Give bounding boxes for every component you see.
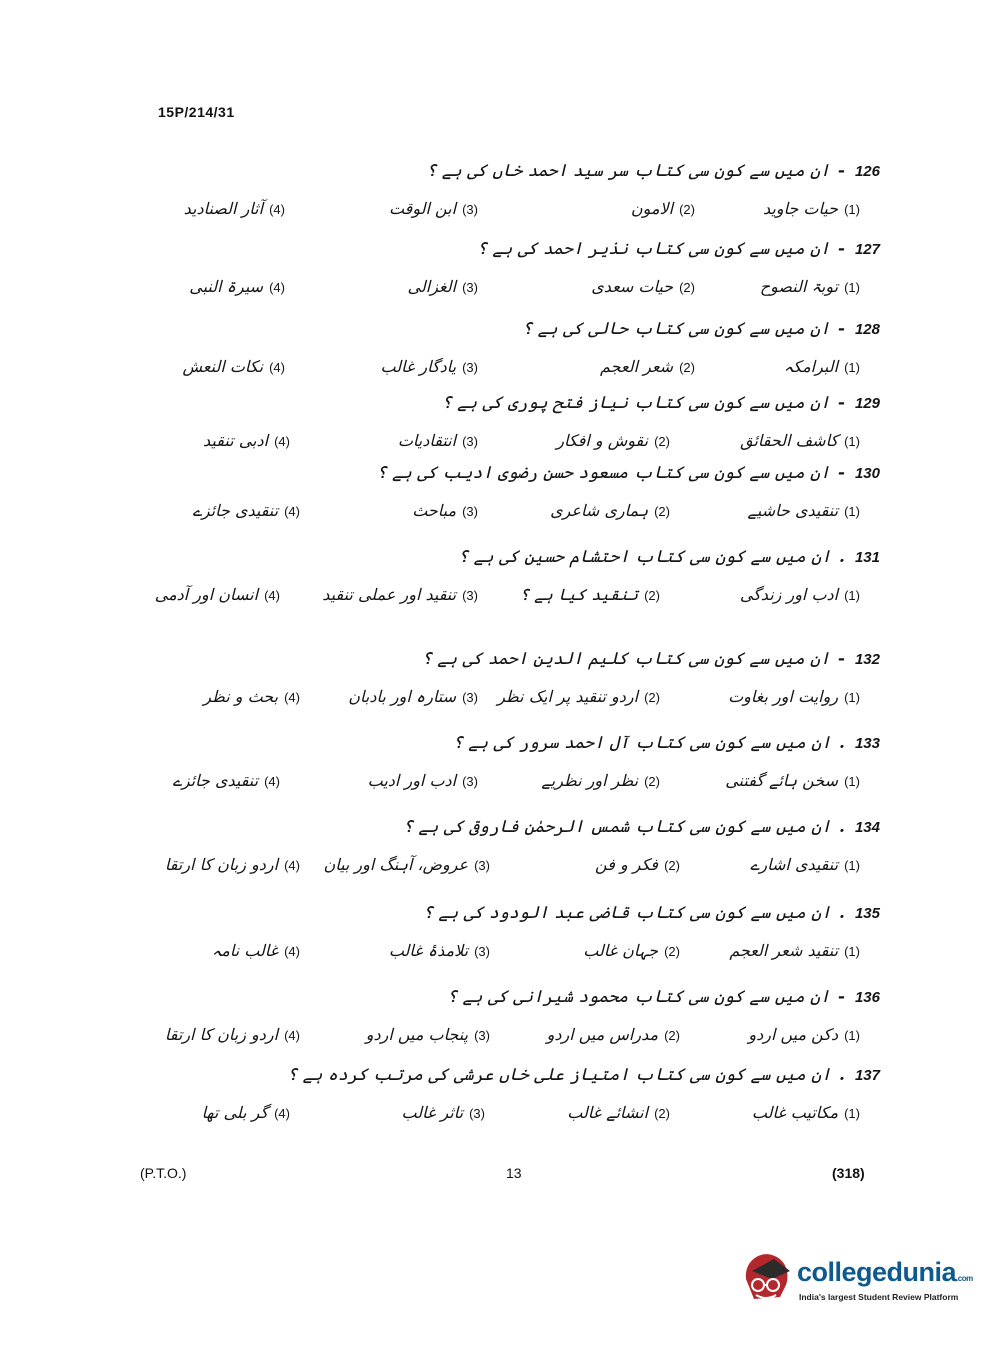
option-text: تنقیدی جائزے [172,771,259,790]
option-1 [752,1103,860,1122]
option-1 [760,277,860,296]
question-text: ان میں سے کون سی کتاب کلیم الدین احمد کی ہے ؟ [421,649,830,669]
options-row [160,357,880,383]
option-3 [366,1025,490,1044]
option-label: (1) [844,1028,860,1043]
options-row [160,199,880,225]
question-separator: - [837,463,845,483]
question-number: 132 [854,651,880,668]
options-row [160,431,880,457]
question-separator: . [839,1065,845,1085]
question-number: 136 [854,989,880,1006]
question-number: 129 [854,395,880,412]
option-text: روایت اور بغاوت [728,687,839,706]
question-separator: . [839,733,845,753]
option-text: جہان غالب [583,941,659,960]
option-label: (2) [654,1106,670,1121]
question-item [160,986,880,1051]
option-3 [389,941,490,960]
option-label: (1) [844,504,860,519]
options-row [160,687,880,713]
option-3 [389,199,478,218]
option-text: الغزالی [407,277,457,296]
option-text: یادگار غالب [380,357,457,376]
option-label: (3) [462,202,478,217]
option-text: غالب نامہ [211,941,279,960]
options-row [160,1025,880,1051]
option-label: (1) [844,202,860,217]
question-separator: - [837,161,845,181]
option-text: تنقیدی اشارے [750,855,839,874]
option-label: (1) [844,944,860,959]
option-1 [740,431,860,450]
option-label: (1) [844,774,860,789]
option-label: (2) [654,434,670,449]
option-text: نظر اور نظریے [541,771,639,790]
option-3 [408,277,478,296]
option-text: دکن میں اردو [748,1025,839,1044]
option-label: (1) [844,690,860,705]
option-text: ادب اور زندگی [739,585,839,604]
option-1 [728,687,860,706]
option-text: آثار الصنادید [183,199,264,218]
option-3 [398,431,478,450]
option-label: (3) [462,280,478,295]
question-number: 131 [854,549,880,566]
options-row [154,585,880,611]
option-2 [591,277,695,296]
option-4 [172,771,280,790]
question-separator: - [837,393,845,413]
option-4 [183,357,286,376]
question-line [160,318,880,339]
option-text: سیرۃ النبی [189,277,264,296]
option-label: (4) [284,944,300,959]
question-item [154,546,880,611]
question-item [160,816,880,881]
option-1 [784,357,860,376]
option-label: (2) [679,202,695,217]
option-text: حیات سعدی [591,277,674,296]
option-1 [740,585,860,604]
options-row [160,771,880,797]
option-text: ہماری شاعری [550,501,649,520]
option-4 [202,1103,290,1122]
option-label: (3) [462,360,478,375]
option-text: مدراس میں اردو [546,1025,659,1044]
option-text: نکات النعش [182,357,264,376]
option-2 [541,771,660,790]
option-text: اردو تنقید پر ایک نظر [497,687,639,706]
option-label: (4) [269,202,285,217]
option-3 [380,357,478,376]
brand-name: collegedunia.com [797,1257,973,1287]
option-text: مکاتیب غالب [751,1103,839,1122]
option-text: کاشف الحقائق [740,431,839,450]
question-item [160,392,880,457]
option-2 [583,941,680,960]
option-4 [165,855,300,874]
option-2 [631,199,695,218]
question-number: 126 [854,163,880,180]
question-separator: . [839,547,845,567]
question-item [160,160,880,225]
option-label: (3) [462,774,478,789]
option-label: (3) [462,504,478,519]
question-separator: . [839,903,845,923]
option-label: (1) [844,858,860,873]
option-label: (1) [844,1106,860,1121]
question-separator: - [837,239,845,259]
question-separator: - [837,987,845,1007]
option-4 [165,1025,300,1044]
option-label: (3) [474,944,490,959]
option-text: انتقادیات [397,431,457,450]
options-row [160,855,880,881]
question-separator: . [839,817,845,837]
question-line [160,392,880,413]
option-label: (4) [264,588,280,603]
question-number: 137 [854,1067,880,1084]
question-line [160,732,880,753]
option-label: (4) [269,360,285,375]
option-label: (3) [469,1106,485,1121]
option-1 [763,199,860,218]
option-label: (1) [844,360,860,375]
option-text: مباحث [412,501,457,520]
option-label: (1) [844,280,860,295]
question-line [160,902,880,923]
mascot-icon [742,1249,792,1305]
option-1 [750,855,860,874]
option-2 [567,1103,670,1122]
option-2 [595,855,680,874]
option-label: (2) [654,504,670,519]
option-text: تنقید کیا ہے ؟ [519,585,639,604]
option-4 [203,431,290,450]
option-label: (3) [462,434,478,449]
option-4 [212,941,300,960]
question-item [160,732,880,797]
option-text: تنقیدی حاشیے [747,501,839,520]
option-text: تنقیدی جائزے [192,501,279,520]
option-2 [497,687,660,706]
option-label: (2) [664,858,680,873]
option-1 [729,941,860,960]
option-label: (3) [462,588,478,603]
option-text: عروض، آہنگ اور بیان [323,855,469,874]
option-text: البرامکہ [783,357,839,376]
question-text: ان میں سے کون سی کتاب نذیر احمد کی ہے ؟ [477,239,830,259]
option-text: اردو زبان کا ارتقا [164,1025,279,1044]
option-text: ابن الوقت [388,199,457,218]
option-1 [748,1025,860,1044]
option-text: انسان اور آدمی [154,585,259,604]
question-item [160,648,880,713]
question-text: ان میں سے کون سی کتاب نیاز فتح پوری کی ہے ؟ [441,393,830,413]
question-separator: - [837,319,845,339]
option-label: (3) [474,1028,490,1043]
option-text: نقوش و افکار [556,431,649,450]
option-label: (4) [284,858,300,873]
question-number: 130 [854,465,880,482]
page-code: (318) [832,1165,865,1181]
option-1 [747,501,860,520]
option-label: (1) [844,588,860,603]
paper-code: 15P/214/31 [158,104,235,120]
option-label: (4) [269,280,285,295]
option-text: ستارہ اور بادبان [348,687,457,706]
option-label: (2) [644,690,660,705]
collegedunia-logo[interactable] [742,1249,972,1309]
question-line [160,816,880,837]
question-text: ان میں سے کون سی کتاب آل احمد سرور کی ہے ؟ [452,733,832,753]
option-label: (3) [462,690,478,705]
option-1 [725,771,860,790]
question-text: ان میں سے کون سی کتاب مسعود حسن رضوی ادیب کی ہے ؟ [376,463,830,483]
question-text: ان میں سے کون سی کتاب حالی کی ہے ؟ [522,319,830,339]
question-text: ان میں سے کون سی کتاب احتشام حسین کی ہے ؟ [458,547,832,567]
option-text: سخن ہائے گفتنی [725,771,839,790]
option-3 [322,585,478,604]
option-2 [550,501,670,520]
question-number: 134 [854,819,880,836]
question-item [160,462,880,527]
pto-label: (P.T.O.) [140,1165,187,1181]
option-label: (4) [274,434,290,449]
options-row [160,501,880,527]
option-4 [192,501,300,520]
option-3 [412,501,478,520]
option-text: ادبی تنقید [203,431,269,450]
option-label: (2) [679,360,695,375]
question-text: ان میں سے کون سی کتاب سر سید احمد خاں کی ہے ؟ [426,161,830,181]
question-number: 135 [854,905,880,922]
option-label: (4) [274,1106,290,1121]
option-label: (1) [844,434,860,449]
option-3 [348,687,478,706]
question-separator: - [837,649,845,669]
option-4 [184,199,285,218]
option-label: (4) [284,504,300,519]
option-3 [323,855,490,874]
options-row [160,277,880,303]
options-row [160,941,880,967]
option-text: اردو زبان کا ارتقا [164,855,279,874]
question-line [160,986,880,1007]
option-text: پنجاب میں اردو [365,1025,469,1044]
question-text: ان میں سے کون سی کتاب امتیاز علی خاں عرشی کی مرتب کردہ ہے ؟ [287,1065,832,1085]
option-3 [368,771,478,790]
question-number: 128 [854,321,880,338]
option-2 [520,585,660,604]
question-line [160,160,880,181]
option-text: الامون [630,199,674,218]
question-line [160,462,880,483]
option-text: گر بلی تھا [201,1103,269,1122]
option-2 [547,1025,680,1044]
options-row [160,1103,880,1129]
option-text: توبۃ النصوح [759,277,839,296]
question-line [160,648,880,669]
option-text: تنقید شعر العجم [729,941,839,960]
question-item [160,238,880,303]
option-label: (2) [679,280,695,295]
question-text: ان میں سے کون سی کتاب قاضی عبد الودود کی ہے ؟ [422,903,832,923]
option-label: (2) [644,588,660,603]
question-item [160,318,880,383]
option-text: بحث و نظر [203,687,279,706]
option-label: (2) [664,1028,680,1043]
option-2 [600,357,695,376]
question-item [160,1064,880,1129]
option-label: (4) [284,1028,300,1043]
question-text: ان میں سے کون سی کتاب محمود شیرانی کی ہے ؟ [447,987,830,1007]
question-text: ان میں سے کون سی کتاب شمس الرحمٰن فاروقی کی ہے ؟ [403,817,832,837]
option-4 [189,277,285,296]
page-number: 13 [506,1165,522,1181]
option-text: تلامذۂ غالب [388,941,469,960]
option-text: شعر العجم [600,357,674,376]
question-number: 133 [854,735,880,752]
option-label: (4) [284,690,300,705]
question-line [160,238,880,259]
option-text: تنقید اور عملی تنقید [322,585,457,604]
option-text: ادب اور ادیب [367,771,457,790]
question-line [160,1064,880,1085]
question-number: 127 [854,241,880,258]
option-4 [203,687,300,706]
brand-tagline: India's largest Student Review Platform [799,1292,959,1302]
option-label: (3) [474,858,490,873]
option-4 [155,585,280,604]
option-label: (2) [664,944,680,959]
question-item [160,902,880,967]
option-3 [402,1103,485,1122]
option-text: انشائے غالب [567,1103,649,1122]
option-label: (4) [264,774,280,789]
option-text: فکر و فن [595,855,659,874]
option-text: حیات جاوید [762,199,839,218]
question-line [160,546,880,567]
option-text: تاثر غالب [401,1103,464,1122]
option-label: (2) [644,774,660,789]
option-2 [556,431,670,450]
